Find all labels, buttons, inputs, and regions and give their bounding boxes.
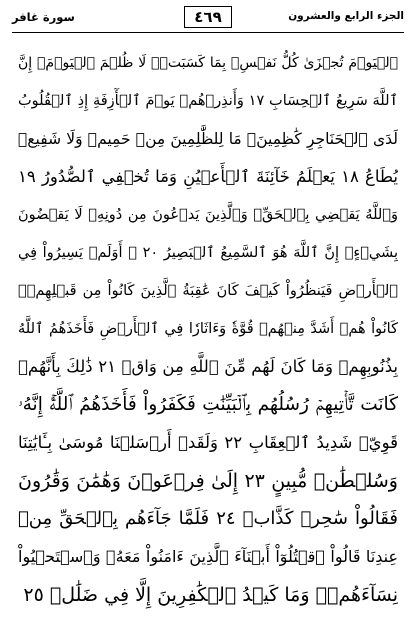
text-line: قَوِيّٞ شَدِيدُ ٱلۡعِقَابِ ٢٢ وَلَقَدۡ أَرۡسَلۡنَا مُوسَىٰ بِـَٔايَٰتِنَا — [18, 433, 398, 452]
text-line: ٱللَّهَ سَرِيعُ ٱلۡحِسَابِ ١٧ وَأَنذِرۡهُمۡ يَوۡمَ ٱلۡأٓزِفَةِ إِذِ ٱلۡقُلُوبُ — [18, 93, 398, 109]
text-line: بِشَيۡءٍۗ إِنَّ ٱللَّهَ هُوَ ٱلسَّمِيعُ ٱلۡبَصِيرُ ٢٠ ۞ أَوَلَمۡ يَسِيرُواْ فِي — [18, 245, 398, 261]
text-line: كَانُواْ هُمۡ أَشَدَّ مِنۡهُمۡ قُوَّةٗ وَءَاثَارٗا فِي ٱلۡأَرۡضِ فَأَخَذَهُمُ ٱللَّهُ — [18, 321, 398, 337]
text-line: كَانَت تَّأۡتِيهِمۡ رُسُلُهُم بِٱلۡبَيِّنَٰتِ فَكَفَرُواْ فَأَخَذَهُمُ ٱللَّهُۚ إِنَّهُۥ — [18, 394, 398, 415]
text-line: ٱلۡأَرۡضِ فَيَنظُرُواْ كَيۡفَ كَانَ عَٰقِبَةُ ٱلَّذِينَ كَانُواْ مِن قَبۡلِهِمۡۚ — [18, 283, 398, 299]
surah-name-label: سورة غافر — [12, 10, 75, 24]
text-line: فَقَالُواْ سَٰحِرٞ كَذَّابٞ ٢٤ فَلَمَّا جَآءَهُم بِٱلۡحَقِّ مِنۡ — [18, 508, 398, 529]
header-divider — [12, 32, 404, 33]
text-line: وَٱللَّهُ يَقۡضِي بِٱلۡحَقِّۖ وَٱلَّذِينَ يَدۡعُونَ مِن دُونِهِۦ لَا يَقۡضُونَ — [18, 207, 398, 223]
text-line: يُطَاعُ ١٨ يَعۡلَمُ خَآئِنَةَ ٱلۡأَعۡيُنِ وَمَا تُخۡفِي ٱلصُّدُورُ ١٩ — [18, 167, 398, 186]
text-line: بِذُنُوبِهِمۡ وَمَا كَانَ لَهُم مِّنَ ٱللَّهِ مِن وَاقٖ ٢١ ذَٰلِكَ بِأَنَّهُمۡ — [18, 357, 398, 376]
text-line: عِندِنَا قَالُواْ ٱقۡتُلُوٓاْ أَبۡنَآءَ ٱلَّذِينَ ءَامَنُواْ مَعَهُۥ وَٱسۡتَحۡيُواْ — [18, 547, 398, 566]
quran-text-block — [18, 44, 398, 614]
text-line: ٱلۡيَوۡمَ تُجۡزَىٰ كُلُّ نَفۡسِۭ بِمَا كَسَبَتۡۚ لَا ظُلۡمَ ٱلۡيَوۡمَۚ إِنَّ — [18, 55, 398, 71]
text-line: لَدَى ٱلۡحَنَاجِرِ كَٰظِمِينَۚ مَا لِلظَّٰلِمِينَ مِنۡ حَمِيمٖ وَلَا شَفِيعٖ — [18, 130, 398, 148]
text-line: وَسُلۡطَٰنٖ مُّبِينٍ ٢٣ إِلَىٰ فِرۡعَوۡنَ وَهَٰمَٰنَ وَقَٰرُونَ — [18, 470, 398, 492]
page-header — [12, 6, 404, 32]
text-line: نِسَآءَهُمۡۚ وَمَا كَيۡدُ ٱلۡكَٰفِرِينَ إِلَّا فِي ضَلَٰلٖ ٢٥ — [23, 584, 398, 606]
page-number: ٤٦٩ — [184, 6, 232, 28]
juz-label: الجزء الرابع والعشرون — [288, 10, 404, 22]
